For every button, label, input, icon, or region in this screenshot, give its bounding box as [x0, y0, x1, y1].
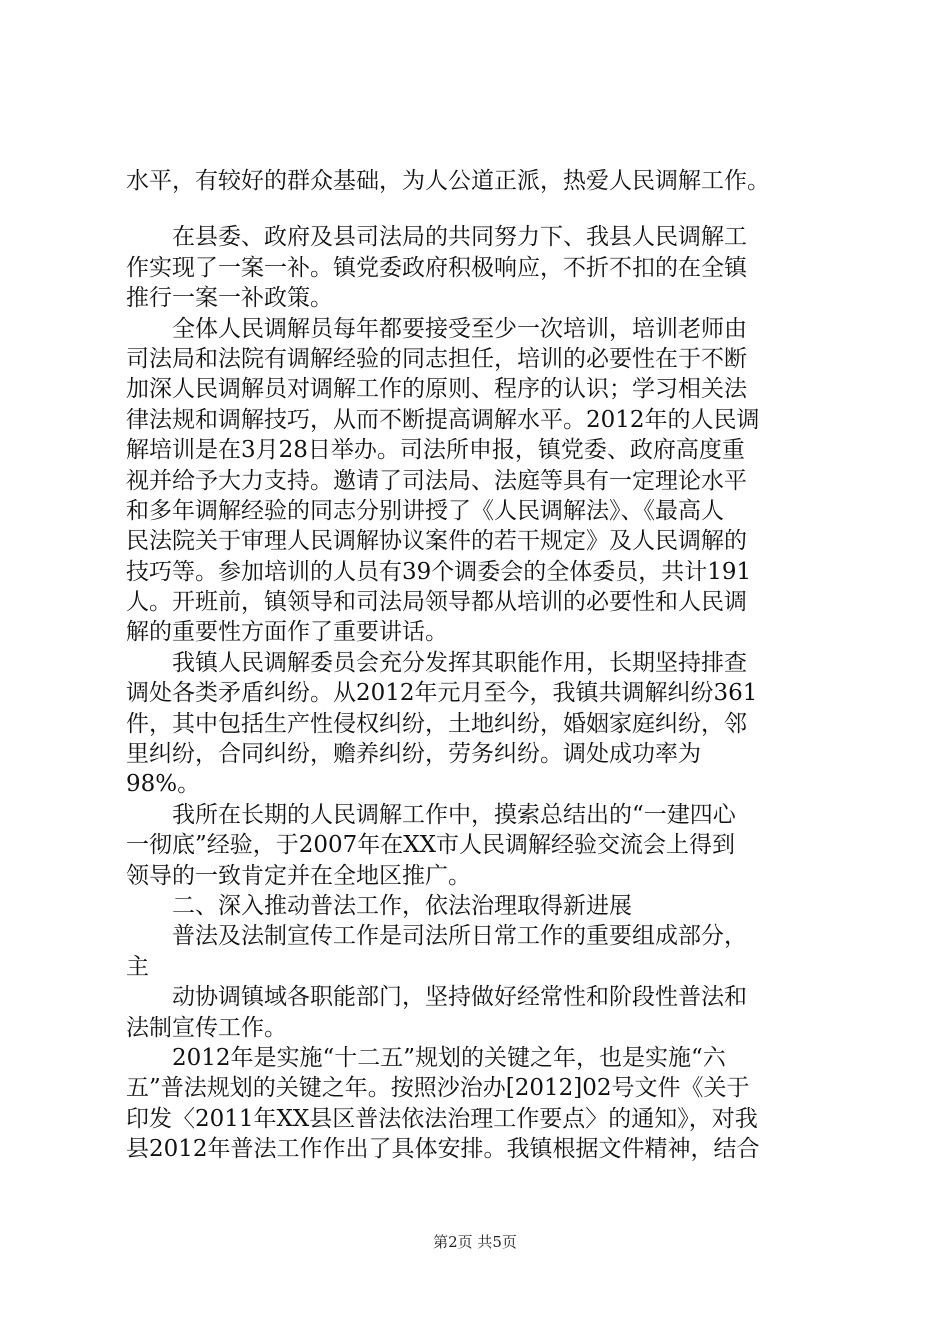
text-line: 我镇人民调解委员会充分发挥其职能作用，长期坚持排查: [126, 649, 747, 676]
text-line: 作实现了一案一补。镇党委政府积极响应，不折不扣的在全镇: [126, 254, 747, 281]
text-line: 加深人民调解员对调解工作的原则、程序的认识；学习相关法: [126, 376, 747, 403]
page-footer: [0, 1232, 950, 1252]
text-line: 视并给予大力支持。邀请了司法局、法庭等具有一定理论水平: [126, 467, 747, 494]
text-line: 98%。: [126, 771, 201, 798]
text-line: 和多年调解经验的同志分别讲授了《人民调解法》、《最高人: [126, 497, 724, 524]
text-line: 印发〈2011年XX县区普法依法治理工作要点〉的通知》，对我: [126, 1105, 758, 1132]
text-line: 县2012年普法工作作出了具体安排。我镇根据文件精神，结合: [126, 1136, 760, 1163]
text-line: 调处各类矛盾纠纷。从2012年元月至今，我镇共调解纠纷361: [126, 680, 758, 707]
text-line: 普法及法制宣传工作是司法所日常工作的重要组成部分，: [126, 923, 747, 950]
text-line: 民法院关于审理人民调解协议案件的若干规定》及人民调解的: [126, 528, 747, 555]
section-heading: 二、深入推动普法工作，依法治理取得新进展: [126, 892, 632, 919]
text-line: 一彻底”经验，于2007年在XX市人民调解经验交流会上得到: [126, 832, 736, 859]
text-line: 里纠纷，合同纠纷，赡养纠纷，劳务纠纷。调处成功率为: [126, 741, 701, 768]
text-line: 技巧等。参加培训的人员有39个调委会的全体委员，共计191: [126, 558, 752, 585]
text-line: 动协调镇域各职能部门，坚持做好经常性和阶段性普法和: [126, 984, 747, 1011]
text-line: 解的重要性方面作了重要讲话。: [126, 619, 448, 646]
text-line: 司法局和法院有调解经验的同志担任，培训的必要性在于不断: [126, 345, 747, 372]
text-line: 水平，有较好的群众基础，为人公道正派，热爱人民调解工作。: [126, 168, 770, 194]
document-body: [126, 166, 838, 1165]
text-line: 五”普法规划的关键之年。按照沙治办[2012]02号文件《关于: [126, 1075, 750, 1102]
paragraph-gap: [126, 196, 838, 222]
text-line: 推行一案一补政策。: [126, 285, 333, 312]
text-line: 全体人民调解员每年都要接受至少一次培训，培训老师由: [126, 315, 747, 342]
text-line: 件，其中包括生产性侵权纠纷，土地纠纷，婚姻家庭纠纷，邻: [126, 710, 747, 737]
page-number-label: 第2页 共5页: [433, 1233, 517, 1251]
text-line: 人。开班前，镇领导和司法局领导都从培训的必要性和人民调: [126, 589, 747, 616]
text-line: 我所在长期的人民调解工作中，摸索总结出的“一建四心: [126, 801, 736, 828]
text-line: 法制宣传工作。: [126, 1014, 287, 1041]
text-line: 主: [126, 953, 149, 980]
text-line: 在县委、政府及县司法局的共同努力下、我县人民调解工: [126, 224, 747, 251]
text-line: 领导的一致肯定并在全地区推广。: [126, 862, 471, 889]
text-line: 律法规和调解技巧，从而不断提高调解水平。2012年的人民调: [126, 406, 760, 433]
text-line: 解培训是在3月28日举办。司法所申报，镇党委、政府高度重: [126, 437, 745, 464]
text-line: 2012年是实施“十二五”规划的关键之年，也是实施“六: [126, 1044, 726, 1071]
